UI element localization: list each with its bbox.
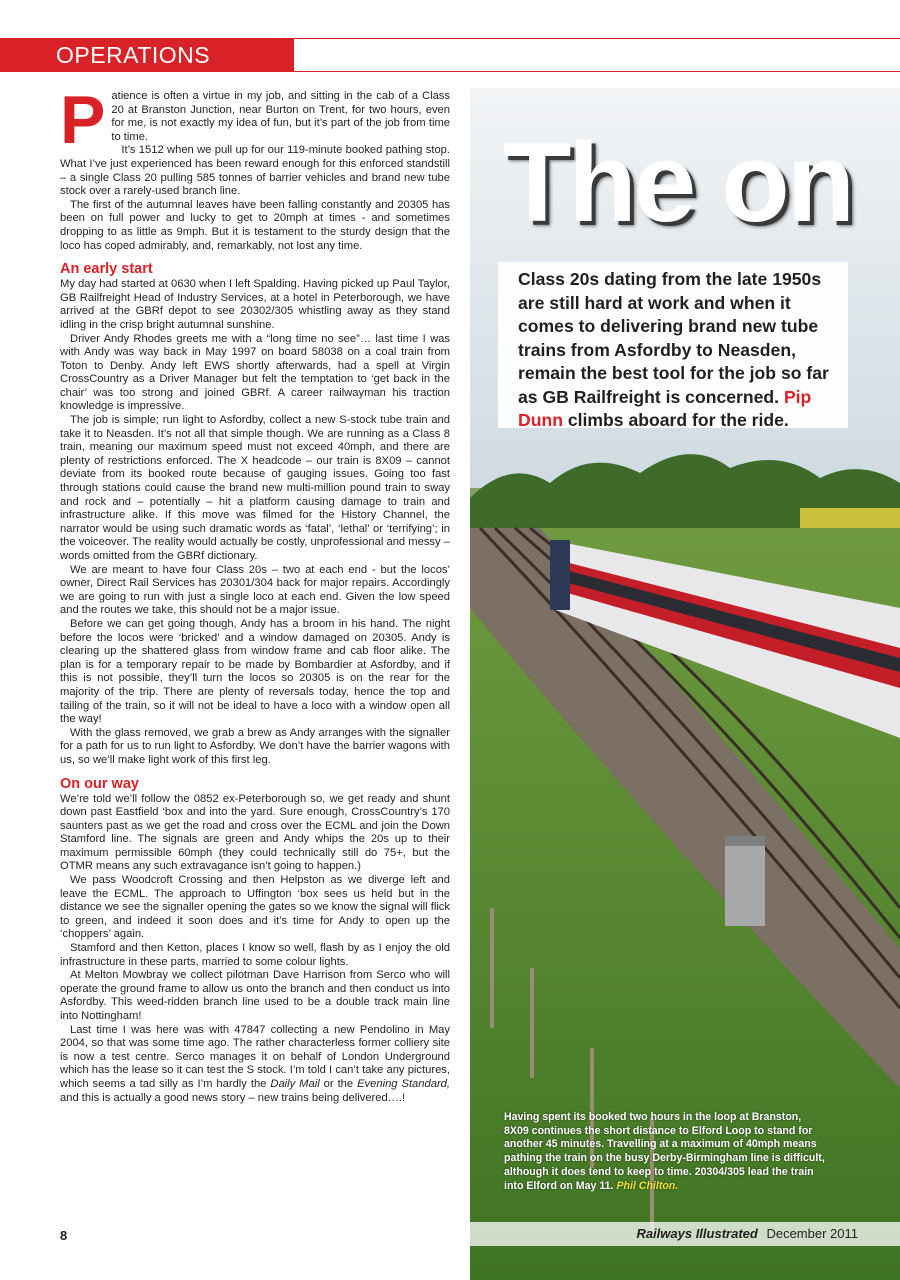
- subheading-on-our-way: On our way: [60, 775, 139, 792]
- intro-paragraph: [60, 82, 450, 158]
- photo-credit: Phil Chilton.: [616, 1179, 679, 1192]
- section2-paragraph-4: At Melton Mowbray we collect pilotman Dave Harrison from Serco who will operate the ground frame to allow us onto the branch and then conduct us into Asfordby. This weed-ridden branch line used to be a double track main line into Nottingham!: [60, 969, 450, 1022]
- intro-paragraph-3: The first of the autumnal leaves have been falling constantly and 20305 has been on full power and lucky to get to 20mph at times - and sometimes dropping to as little as 9mph. But it is testament to the sturdy design that the loco has coped admirably, and, remarkably, not lost any time.: [60, 198, 450, 252]
- magazine-name: Railways Illustrated: [636, 1226, 758, 1241]
- intro-first-text: atience is often a virtue in my job, and sitting in the cab of a Class 20 at Branston Junction, near Burton on Trent, for two hours, even for me, is not exactly my idea of fun, but it’s part of the job from time to time.: [111, 90, 450, 143]
- standfirst-author: Pip Dunn: [518, 386, 812, 430]
- section2-paragraph-2: We pass Woodcroft Crossing and then Helpston as we diverge left and leave the ECML. The approach to Uffington ‘box sees us held but in the distance we see the signaller opening the gates so we know the signal will flick to green, and indeed it soon does and it’s time for Andy to open up the ‘choppers’ again.: [60, 874, 450, 941]
- page-number: 8: [60, 1228, 68, 1243]
- section1-paragraph-5: Before we can get going though, Andy has a broom in his hand. The night before the locos were ‘bricked’ and a window damaged on 20305. Andy is clearing up the shattered glass from window frame and cab floor alike. The plan is for a temporary repair to be made by Bombardier at Asfordby, and if this is not possible, they’ll turn the locos so 20305 is on the rear for the majority of the trip. There are plenty of reversals today, hence the top and tailing of the train, so it will not be ideal to have a loco with a window open all the way!: [60, 617, 450, 726]
- section2-paragraph-5: [60, 1024, 450, 1106]
- section2-paragraph-1: We’re told we’ll follow the 0852 ex-Peterborough so, we get ready and shunt down past Eastfield ‘box and into the yard. Sure enough, CrossCountry’s 170 saunters past as we get the road and cross over the ECML and join the Down Stamford line. The signals are green and Andy whips the 20s up to their maximum permissible 60mph (they could technically still do 75+, but the OTMR means any such extravagance isn’t going to happen.): [60, 792, 450, 873]
- last-para-a: Last time I was here was with 47847 collecting a new Pendolino in May 2004, so that was some time ago. The rather characterless former colliery site is now a test centre. Serco manages it on behalf of London Underground which has the lease so it can test the S stock. I’m told I can’t take any pictures, which seems a tad silly as I’m hardly the: [60, 1023, 450, 1090]
- header-rule-bottom: [294, 71, 900, 72]
- section1-paragraph-2: Driver Andy Rhodes greets me with a “long time no see”… last time I was with Andy was way back in May 1997 on board 58038 on a coal train from Toton to Denby. Andy left EWS shortly afterwards, had a spell at Virgin CrossCountry as a Driver Manager but felt the temptation to ‘get back in the chair’ was too strong and joined GBRf. A career railwayman his traction knowledge is impressive.: [60, 332, 450, 413]
- issue-date: December 2011: [766, 1226, 858, 1241]
- last-para-or: or the: [319, 1077, 358, 1090]
- section1-paragraph-1: My day had started at 0630 when I left Spalding. Having picked up Paul Taylor, GB Railfreight Head of Industry Services, at a hotel in Peterborough, we have arrived at the GBRf depot to see 20302/305 whistling away as they stand idling in the crisp bright autumnal sunshine.: [60, 278, 450, 331]
- intro-paragraph-2: It’s 1512 when we pull up for our 119-minute booked pathing stop. What I’ve just experienced has been reward enough for this enforced standstill – a single Class 20 pulling 585 tonnes of barrier vehicles and brand new tube stock over a rarely-used branch line.: [60, 144, 450, 198]
- article-body: [60, 82, 450, 1105]
- subheading-early-start: An early start: [60, 261, 153, 278]
- daily-mail: Daily Mail: [270, 1077, 320, 1090]
- header-rule-top: [294, 38, 900, 39]
- drop-cap: P: [60, 82, 106, 158]
- footer-magazine: [636, 1226, 858, 1241]
- section-tab: OPERATIONS: [0, 38, 294, 72]
- article-title: The on: [503, 120, 853, 245]
- section1-paragraph-4: We are meant to have four Class 20s – two at each end - but the locos’ owner, Direct Rail Services has 20301/304 back for major repairs. Accordingly we are going to run with just a single loco at each end. Given the low speed and the routes we take, this should not be a major issue.: [60, 563, 450, 617]
- caption-text: Having spent its booked two hours in the loop at Branston, 8X09 continues the short distance to Elford Loop to stand for another 45 minutes. Travelling at a maximum of 40mph means pathing the train on the busy Derby-Birmingham line is difficult, although it does tend to keep to time. 20304/305 lead the train into Elford on May 11.: [504, 1111, 825, 1192]
- standfirst-end: climbs aboard for the ride.: [567, 410, 789, 430]
- section1-paragraph-3: The job is simple; run light to Asfordby, collect a new S-stock tube train and take it to Neasden. It’s not all that simple though. We are running as a Class 8 train, meaning our maximum speed must not exceed 40mph, and there are plenty of restrictions enforced. The X headcode – our train is 8X09 – cannot deviate from its booked route because of gauging issues. Going too fast through stations could cause the brand new multi-million pound train to sway and rock and – potentially – hit a platform causing damage to train and infrastructure alike. If this move was filmed for the History Channel, the narrator would be using such dramatic words as ‘fatal’, ‘lethal’ or ‘terrifying’; in the voiceover. The reality would actually be costly, unprofessional and messy – words omitted from the GBRf dictionary.: [60, 414, 450, 562]
- photo-caption: [504, 1111, 826, 1193]
- evening-standard: Evening Standard,: [357, 1077, 450, 1090]
- last-para-b: and this is actually a good news story – new trains being delivered….!: [60, 1091, 406, 1104]
- section2-paragraph-3: Stamford and then Ketton, places I know so well, flash by as I enjoy the old infrastructure in these parts, married to some colour lights.: [60, 942, 450, 968]
- standfirst: [498, 262, 848, 428]
- standfirst-text: Class 20s dating from the late 1950s are still hard at work and when it comes to delivering brand new tube trains from Asfordby to Neasden, remain the best tool for the job so far as GB Railfreight is concerned.: [518, 269, 829, 407]
- section1-paragraph-6: With the glass removed, we grab a brew as Andy arranges with the signaller for a path for us to run light to Asfordby. We don’t have the barrier wagons with us, so we’ll make light work of this first leg.: [60, 726, 450, 766]
